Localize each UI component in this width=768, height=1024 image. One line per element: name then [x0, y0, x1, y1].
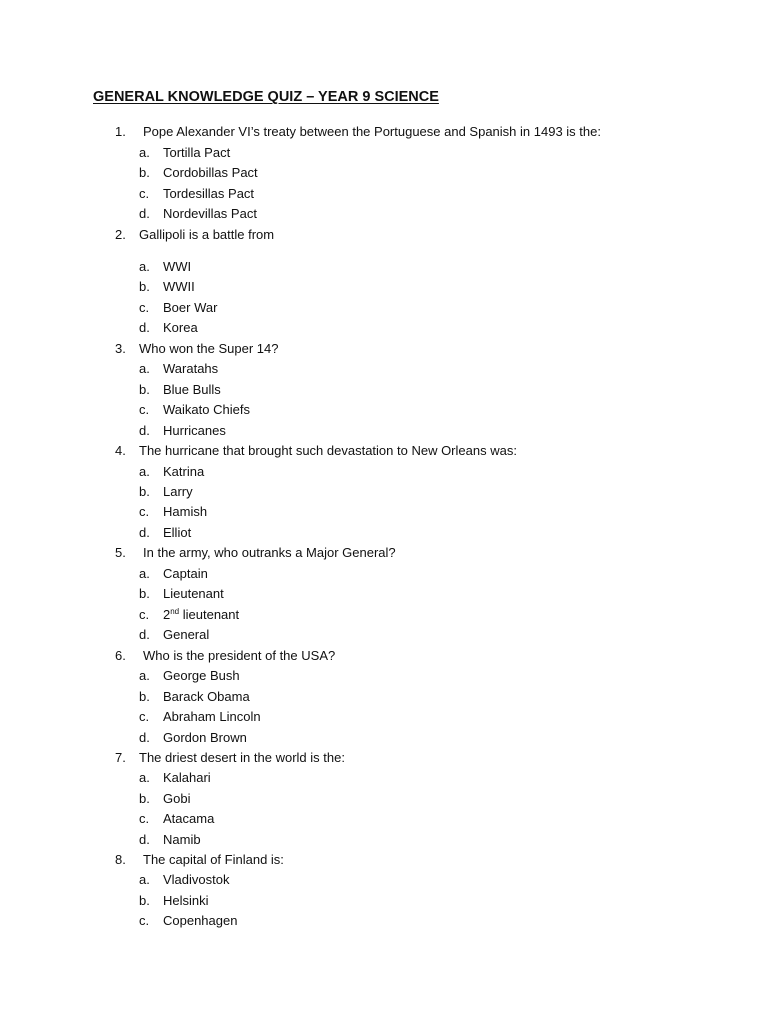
option-letter: b.: [139, 689, 150, 704]
option-text: Helsinki: [163, 893, 209, 908]
option-letter: c.: [139, 504, 150, 519]
option-text: Copenhagen: [163, 913, 238, 928]
option-text: Gobi: [163, 791, 191, 806]
option-text-rest: lieutenant: [179, 607, 240, 622]
question-number: 3.: [115, 341, 126, 356]
option-letter: b.: [139, 279, 150, 294]
option-letter: a.: [139, 872, 150, 887]
option-letter: d.: [139, 832, 150, 847]
option-text: Captain: [163, 566, 208, 581]
option-text: Blue Bulls: [163, 382, 221, 397]
option-letter: b.: [139, 893, 150, 908]
option-text: General: [163, 627, 210, 642]
option-letter: d.: [139, 525, 150, 540]
option-text: Elliot: [163, 525, 192, 540]
question-number: 4.: [115, 443, 126, 458]
question-number: 8.: [115, 852, 126, 867]
option-text: Gordon Brown: [163, 730, 247, 745]
option-letter: d.: [139, 423, 150, 438]
option-letter: a.: [139, 566, 150, 581]
option-letter: d.: [139, 730, 150, 745]
question-text: The hurricane that brought such devastation to New Orleans was:: [139, 443, 517, 458]
option-letter: c.: [139, 300, 150, 315]
option-text: Nordevillas Pact: [163, 206, 257, 221]
option-text: Hamish: [163, 504, 208, 519]
option-letter: b.: [139, 484, 150, 499]
question-text: Gallipoli is a battle from: [139, 227, 275, 242]
quiz-title: GENERAL KNOWLEDGE QUIZ – YEAR 9 SCIENCE: [93, 89, 439, 105]
option-letter: c.: [139, 811, 150, 826]
option-letter: b.: [139, 382, 150, 397]
question-text: Who is the president of the USA?: [143, 648, 336, 663]
option-letter: a.: [139, 668, 150, 683]
option-letter: d.: [139, 320, 150, 335]
question-number: 5.: [115, 545, 126, 560]
option-text: Cordobillas Pact: [163, 165, 258, 180]
option-text: Tordesillas Pact: [163, 186, 255, 201]
option-text: Kalahari: [163, 770, 211, 785]
option-letter: a.: [139, 145, 150, 160]
option-letter: c.: [139, 709, 150, 724]
option-text: Waikato Chiefs: [163, 402, 250, 417]
question-text: The driest desert in the world is the:: [139, 750, 345, 765]
question-number: 1.: [115, 124, 126, 139]
question-text: Who won the Super 14?: [139, 341, 279, 356]
question-number: 6.: [115, 648, 126, 663]
option-letter: c.: [139, 607, 150, 622]
option-text: Barack Obama: [163, 689, 250, 704]
option-text: Boer War: [163, 300, 218, 315]
option-text: Abraham Lincoln: [163, 709, 261, 724]
option-text: WWII: [163, 279, 195, 294]
option-text: Hurricanes: [163, 423, 226, 438]
option-letter: d.: [139, 627, 150, 642]
option-text: Korea: [163, 320, 198, 335]
option-letter: b.: [139, 165, 150, 180]
option-text: Namib: [163, 832, 201, 847]
option-text: George Bush: [163, 668, 240, 683]
option-letter: a.: [139, 464, 150, 479]
option-letter: a.: [139, 770, 150, 785]
question-number: 7.: [115, 750, 126, 765]
option-text: Larry: [163, 484, 193, 499]
option-text: Tortilla Pact: [163, 145, 231, 160]
option-letter: a.: [139, 259, 150, 274]
option-letter: b.: [139, 791, 150, 806]
option-text: Atacama: [163, 811, 215, 826]
option-letter: b.: [139, 586, 150, 601]
option-text: Lieutenant: [163, 586, 224, 601]
option-text: [163, 606, 239, 624]
option-text: WWI: [163, 259, 192, 274]
question-text: Pope Alexander VI’s treaty between the Portuguese and Spanish in 1493 is the:: [143, 124, 601, 139]
question-number: 2.: [115, 227, 126, 242]
option-letter: c.: [139, 913, 150, 928]
ordinal-suffix: nd: [170, 607, 180, 616]
option-letter: a.: [139, 361, 150, 376]
question-text: In the army, who outranks a Major General?: [143, 545, 396, 560]
option-letter: d.: [139, 206, 150, 221]
option-text: Katrina: [163, 464, 205, 479]
option-letter: c.: [139, 186, 150, 201]
option-text: Waratahs: [163, 361, 219, 376]
option-text: Vladivostok: [163, 872, 230, 887]
option-letter: c.: [139, 402, 150, 417]
option-text-number: 2: [163, 607, 171, 622]
question-text: The capital of Finland is:: [143, 852, 284, 867]
